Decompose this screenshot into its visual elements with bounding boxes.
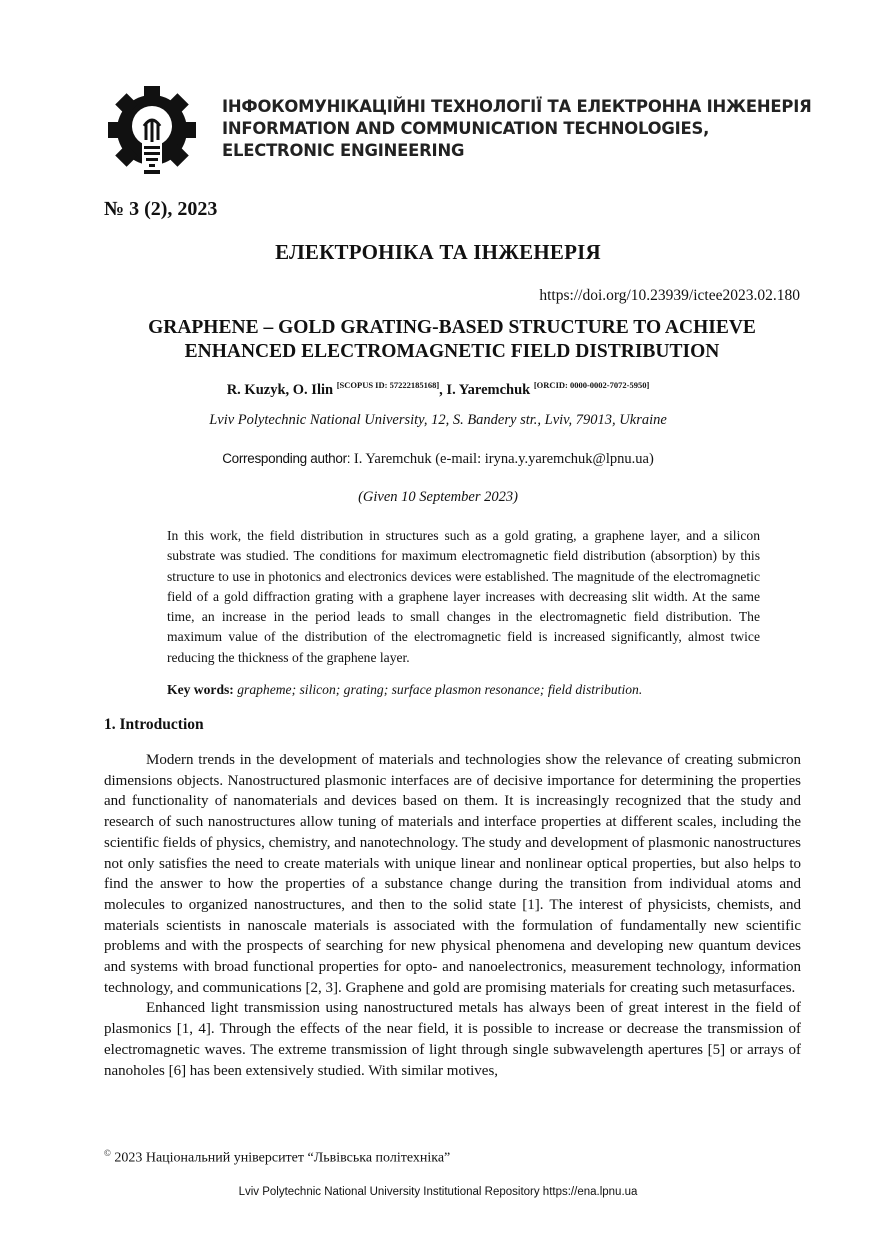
copyright-text: 2023 Національний університет “Львівська політехніка” [110, 1150, 451, 1166]
journal-name-ua: ІНФОКОМУНІКАЦІЙНІ ТЕХНОЛОГІЇ ТА ЕЛЕКТРОННА ІНЖЕНЕРІЯ [222, 97, 812, 116]
copyright-symbol: © [104, 1148, 111, 1158]
section-title: ЕЛЕКТРОНІКА ТА ІНЖЕНЕРІЯ [275, 240, 601, 264]
journal-logo [106, 84, 198, 176]
intro-body [104, 750, 801, 1081]
issue-number: № 3 (2), 2023 [104, 198, 218, 220]
paper-title-line1: GRAPHENE – GOLD GRATING-BASED STRUCTURE TO ACHIEVE [148, 317, 756, 338]
gear-lightbulb-icon [106, 84, 198, 176]
doi-link[interactable]: https://doi.org/10.23939/ictee2023.02.180 [539, 287, 800, 304]
paper-title-line2: ENHANCED ELECTROMAGNETIC FIELD DISTRIBUTION [184, 341, 720, 362]
paper-title [104, 316, 800, 364]
journal-name-en-line2: ELECTRONIC ENGINEERING [222, 141, 465, 160]
keywords [167, 682, 760, 698]
given-date: (Given 10 September 2023) [358, 489, 518, 505]
corresponding-value: I. Yaremchuk (e-mail: iryna.y.yaremchuk@lpnu.ua) [350, 451, 654, 467]
intro-heading: 1. Introduction [104, 716, 204, 733]
corresponding-author [0, 451, 876, 468]
orcid-id: [ORCID: 0000-0002-7072-5950] [533, 380, 650, 390]
intro-paragraph-2: Enhanced light transmission using nanostructured metals has always been of great interest in the field of plasmonics [1, 4]. Through the effects of the near field, it is possible to increase or decrease the transmission of electromagnetic waves. The extreme transmission of light through single subwavelength apertures [5] or arrays of nanoholes [6] has been extensively studied. With similar motives, [104, 1000, 801, 1079]
copyright [104, 1148, 450, 1167]
keywords-label: Key words: [167, 682, 234, 697]
affiliation: Lviv Polytechnic National University, 12, S. Bandery str., Lviv, 79013, Ukraine [209, 412, 667, 428]
authors-part2: , I. Yaremchuk [439, 382, 534, 398]
repository-footer[interactable]: Lviv Polytechnic National University Institutional Repository https://ena.lpnu.ua [238, 1186, 638, 1198]
authors [0, 380, 876, 399]
abstract: In this work, the field distribution in structures such as a gold grating, a graphene layer, and a silicon substrate was studied. The conditions for maximum electromagnetic field distribution (absorption) by this structure to use in photonics and electronics devices were established. The magnitude of the electromagnetic field of a gold diffraction grating with a graphene layer increases with decreasing slit width. At the same time, an increase in the period leads to small changes in the electromagnetic field distribution. The maximum value of the distribution of the electromagnetic field is increased significantly, almost twice reducing the thickness of the graphene layer. [167, 528, 760, 665]
authors-part1: R. Kuzyk, O. Ilin [226, 382, 337, 398]
scopus-id: [SCOPUS ID: 57222185168] [336, 380, 440, 390]
journal-name-en-line1: INFORMATION AND COMMUNICATION TECHNOLOGIES, [222, 119, 710, 138]
journal-names [222, 96, 812, 162]
intro-paragraph-1: Modern trends in the development of materials and technologies show the relevance of creating submicron dimensions objects. Nanostructured plasmonic interfaces are of decisive importance for determining the properties and functionality of nanomaterials and devices based on them. It is increasingly recognized that the study and research of such nanostructures allow tuning of materials and interface properties at different scales, including the scientific fields of physics, chemistry, and nanotechnology. The study and development of plasmonic nanostructures not only satisfies the need to create materials with unique linear and nonlinear optical properties, but also helps to find the answer to how the properties of a substance change during the transition from individual atoms and molecules to organized nanostructures, and then to the solid state [1]. The interest of physicists, chemists, and materials scientists in nanoscale materials is associated with the formulation of fundamentally new scientific problems and with the prospects of searching for new physical phenomena and developing new quantum devices and systems with broad functional properties for opto- and nanoelectronics, measurement technology, information technology, and communications [2, 3]. Graphene and gold are promising materials for creating such metasurfaces. [104, 752, 801, 996]
keywords-value: grapheme; silicon; grating; surface plasmon resonance; field distribution. [233, 682, 643, 697]
corresponding-label: Corresponding author: [222, 451, 351, 466]
